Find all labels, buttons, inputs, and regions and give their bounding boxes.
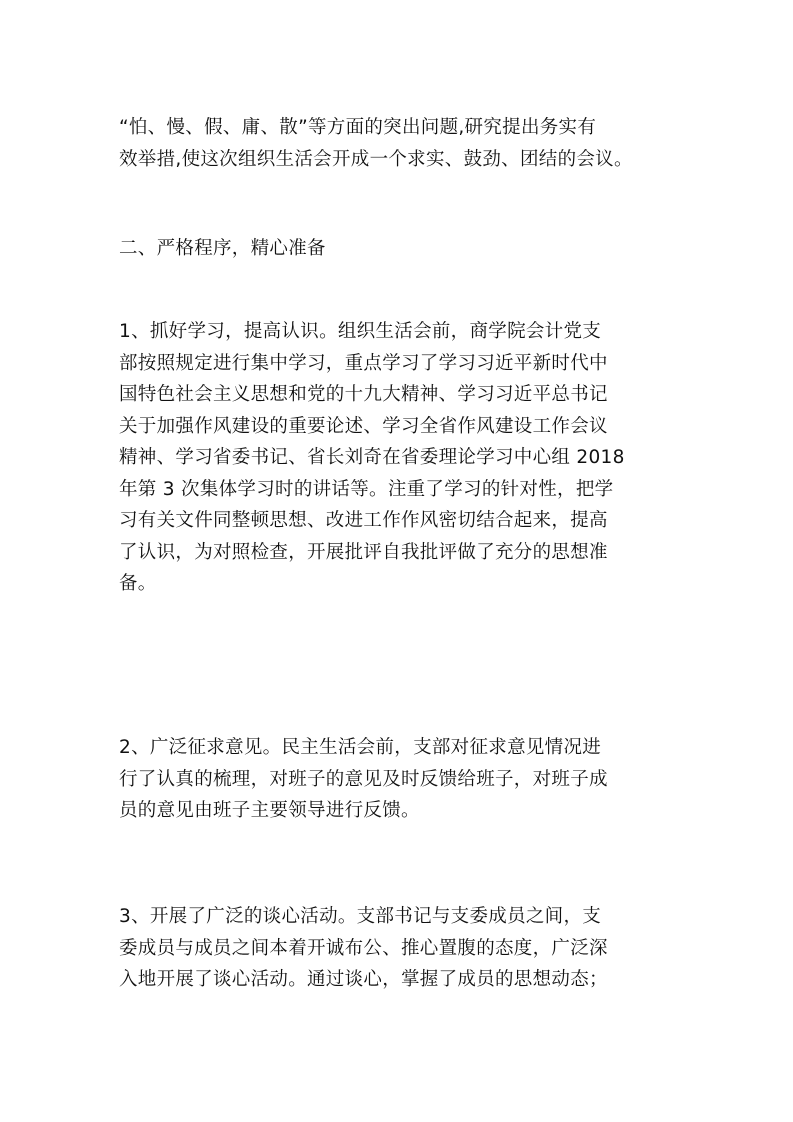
section-heading — [119, 233, 699, 265]
paragraph-talks — [119, 901, 699, 996]
text-line: 关于加强作风建设的重要论述、学习全省作风建设工作会议 — [119, 415, 608, 437]
text-line: 2、广泛征求意见。民主生活会前，支部对征求意见情况进 — [119, 737, 602, 758]
paragraph-opinions — [119, 732, 699, 827]
text-line: 精神、学习省委书记、省长刘奇在省委理论学习中心组 2018 — [119, 447, 625, 468]
text-line: 备。 — [119, 573, 157, 594]
text-line: 1、抓好学习，提高认识。组织生活会前，商学院会计党支 — [119, 321, 602, 342]
heading-text: 二、严格程序，精心准备 — [119, 238, 326, 259]
paragraph-study — [119, 316, 699, 600]
text-line: “怕、慢、假、庸、散”等方面的突出问题,研究提出务实有 — [119, 117, 597, 138]
text-line: 委成员与成员之间本着开诚布公、推心置腹的态度，广泛深 — [119, 937, 608, 959]
text-line: 国特色社会主义思想和党的十九大精神、学习习近平总书记 — [119, 384, 608, 405]
text-line: 效举措,使这次组织生活会开成一个求实、鼓劲、团结的会议。 — [119, 148, 633, 170]
text-line: 年第 3 次集体学习时的讲话等。注重了学习的针对性，把学 — [119, 478, 614, 500]
paragraph-intro-continuation — [119, 112, 699, 175]
text-line: 行了认真的梳理，对班子的意见及时反馈给班子，对班子成 — [119, 768, 608, 790]
text-line: 3、开展了广泛的谈心活动。支部书记与支委成员之间，支 — [119, 906, 602, 927]
text-line: 入地开展了谈心活动。通过谈心，掌握了成员的思想动态； — [119, 969, 608, 990]
text-line: 了认识，为对照检查，开展批评自我批评做了充分的思想准 — [119, 541, 608, 563]
text-line: 习有关文件同整顿思想、改进工作作风密切结合起来，提高 — [119, 510, 608, 531]
text-line: 部按照规定进行集中学习，重点学习了学习习近平新时代中 — [119, 352, 608, 374]
text-line: 员的意见由班子主要领导进行反馈。 — [119, 800, 420, 821]
